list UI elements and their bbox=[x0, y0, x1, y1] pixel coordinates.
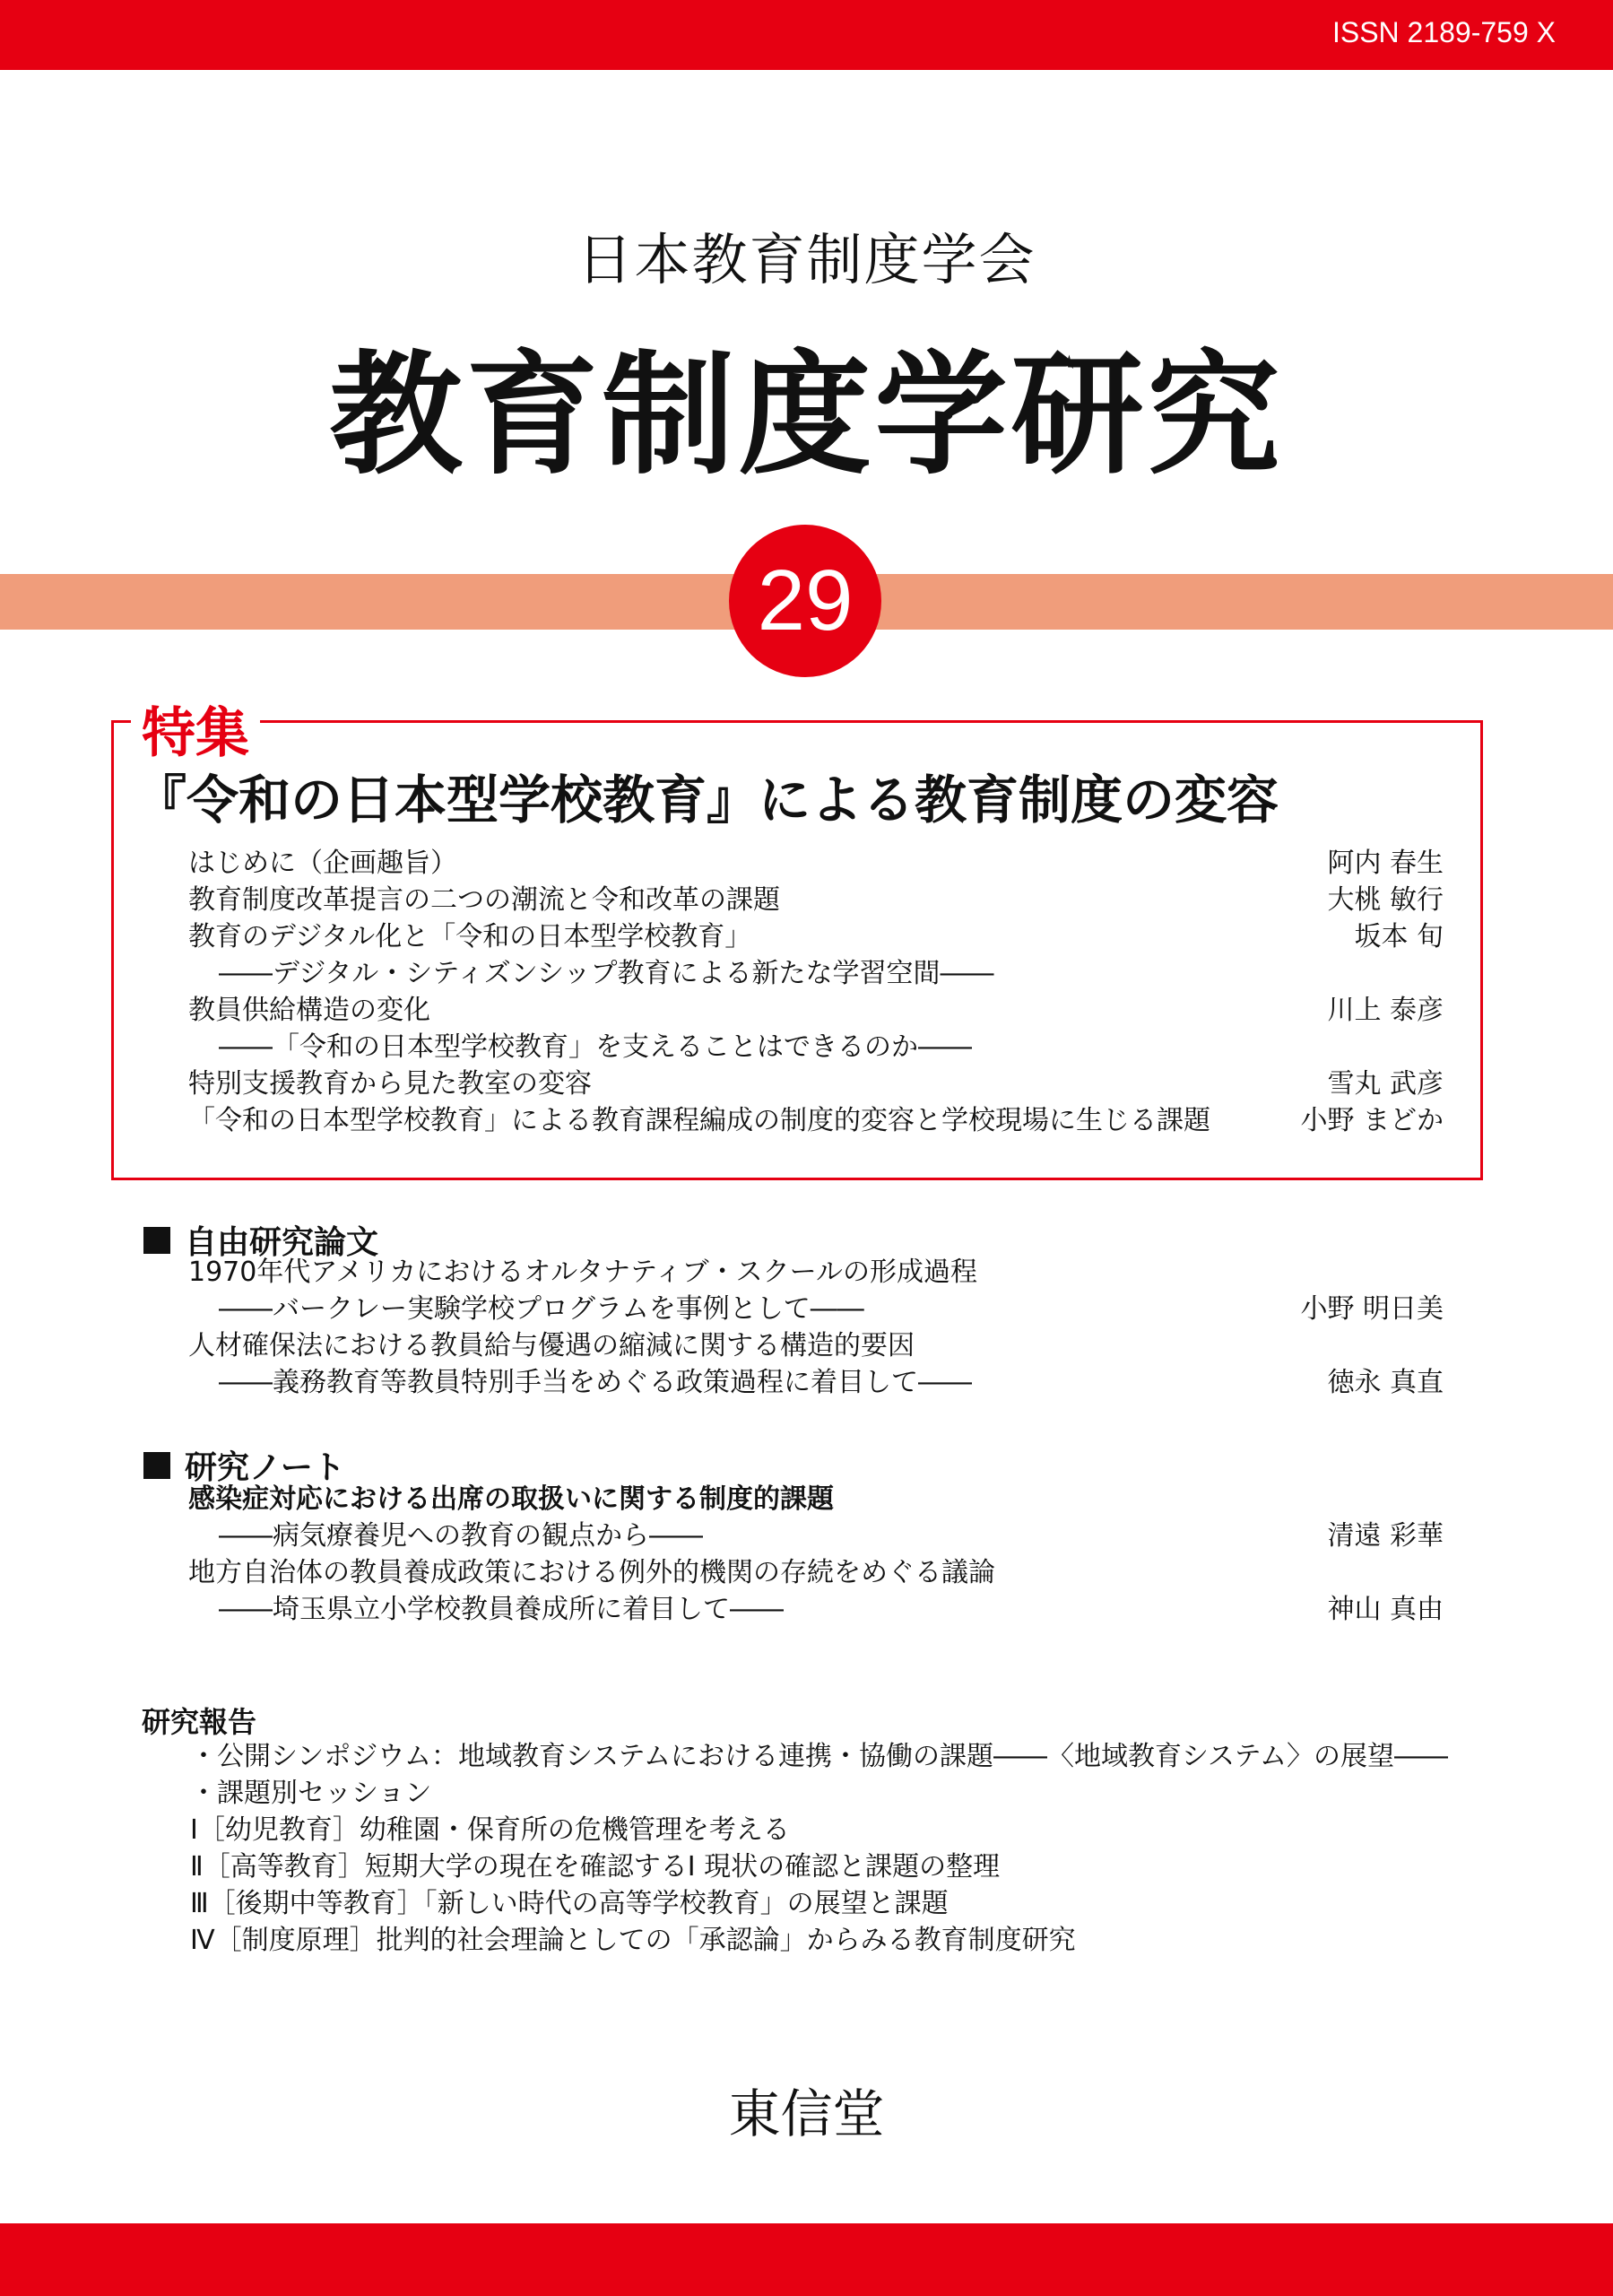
issn: ISSN 2189-759 X bbox=[1331, 16, 1556, 48]
contents-row bbox=[188, 918, 1444, 955]
contents-row bbox=[188, 1591, 1444, 1628]
report-item: ・課題別セッション bbox=[190, 1778, 432, 1809]
report-item: Ⅱ［高等教育］短期大学の現在を確認するⅠ 現状の確認と課題の整理 bbox=[190, 1851, 1001, 1883]
feature-label: 特集 bbox=[131, 691, 260, 768]
bottom-red-band bbox=[0, 2223, 1613, 2296]
report-item: Ⅲ［後期中等教育］「新しい時代の高等学校教育」の展望と課題 bbox=[190, 1888, 949, 1919]
feature-contents bbox=[188, 845, 1444, 1139]
square-bullet-icon bbox=[143, 1452, 170, 1479]
contents-row bbox=[188, 1554, 1444, 1591]
article-title: ――義務教育等教員特別手当をめぐる政策過程に着目して―― bbox=[219, 1367, 972, 1398]
article-author: 大桃 敏行 bbox=[1327, 884, 1444, 916]
contents-row bbox=[188, 882, 1444, 918]
contents-row bbox=[188, 992, 1444, 1029]
reports-contents bbox=[190, 1738, 1448, 1959]
article-author: 小野 まどか bbox=[1300, 1105, 1444, 1136]
publisher: 東信堂 bbox=[728, 2083, 885, 2144]
contents-row bbox=[188, 1029, 1444, 1065]
article-title: 教育制度改革提言の二つの潮流と令和改革の課題 bbox=[188, 884, 780, 916]
reports-heading: 研究報告 bbox=[142, 1705, 257, 1739]
contents-row bbox=[188, 1291, 1444, 1327]
section-title: 研究ノート bbox=[185, 1449, 345, 1486]
contents-row bbox=[188, 1364, 1444, 1401]
article-author: 坂本 旬 bbox=[1354, 921, 1444, 952]
research-notes-contents bbox=[188, 1481, 1444, 1628]
article-title: はじめに（企画趣旨） bbox=[188, 848, 457, 879]
contents-row bbox=[188, 1102, 1444, 1139]
square-bullet-icon bbox=[143, 1227, 170, 1254]
article-author: 小野 明日美 bbox=[1300, 1293, 1444, 1325]
free-papers-contents bbox=[188, 1254, 1444, 1401]
article-author: 清遠 彩華 bbox=[1327, 1520, 1444, 1552]
feature-headline: 『令和の日本型学校教育』による教育制度の変容 bbox=[134, 770, 1279, 831]
article-title: ――バークレー実験学校プログラムを事例として―― bbox=[219, 1293, 864, 1325]
article-title: 「令和の日本型学校教育」による教育課程編成の制度的変容と学校現場に生じる課題 bbox=[188, 1105, 1210, 1136]
contents-row bbox=[188, 845, 1444, 882]
article-author: 阿内 春生 bbox=[1327, 848, 1444, 879]
article-title: ――デジタル・シティズンシップ教育による新たな学習空間―― bbox=[219, 958, 994, 989]
journal-title: 教育制度学研究 bbox=[329, 336, 1284, 492]
contents-row bbox=[188, 1065, 1444, 1102]
article-title: 特別支援教育から見た教室の変容 bbox=[188, 1068, 592, 1100]
contents-row bbox=[188, 1481, 1444, 1518]
contents-row bbox=[188, 1327, 1444, 1364]
article-title: 人材確保法における教員給与優遇の縮減に関する構造的要因 bbox=[188, 1330, 915, 1361]
section-title: 自由研究論文 bbox=[185, 1224, 379, 1261]
article-title: 地方自治体の教員養成政策における例外的機関の存続をめぐる議論 bbox=[188, 1557, 995, 1588]
volume-badge: 29 bbox=[729, 525, 881, 677]
article-author: 神山 真由 bbox=[1327, 1594, 1444, 1625]
report-item: ・公開シンポジウム：地域教育システムにおける連携・協働の課題――〈地域教育システム〉の展望―― bbox=[190, 1741, 1448, 1772]
article-title: ――病気療養児への教育の観点から―― bbox=[219, 1520, 703, 1552]
report-item: Ⅳ［制度原理］批判的社会理論としての「承認論」からみる教育制度研究 bbox=[190, 1925, 1076, 1956]
contents-row bbox=[188, 1518, 1444, 1554]
article-title: ――「令和の日本型学校教育」を支えることはできるのか―― bbox=[219, 1031, 972, 1063]
article-author: 徳永 真直 bbox=[1327, 1367, 1444, 1398]
society-name: 日本教育制度学会 bbox=[577, 227, 1036, 292]
article-title: 教育のデジタル化と「令和の日本型学校教育」 bbox=[188, 921, 752, 952]
article-author: 雪丸 武彦 bbox=[1327, 1068, 1444, 1100]
article-title: 感染症対応における出席の取扱いに関する制度的課題 bbox=[188, 1483, 834, 1515]
report-item: Ⅰ［幼児教育］幼稚園・保育所の危機管理を考える bbox=[190, 1814, 790, 1846]
article-title: ――埼玉県立小学校教員養成所に着目して―― bbox=[219, 1594, 784, 1625]
article-title: 教員供給構造の変化 bbox=[188, 995, 430, 1026]
article-title: 1970年代アメリカにおけるオルタナティブ・スクールの形成過程 bbox=[188, 1257, 978, 1288]
contents-row bbox=[188, 955, 1444, 992]
article-author: 川上 泰彦 bbox=[1327, 995, 1444, 1026]
contents-row bbox=[188, 1254, 1444, 1291]
